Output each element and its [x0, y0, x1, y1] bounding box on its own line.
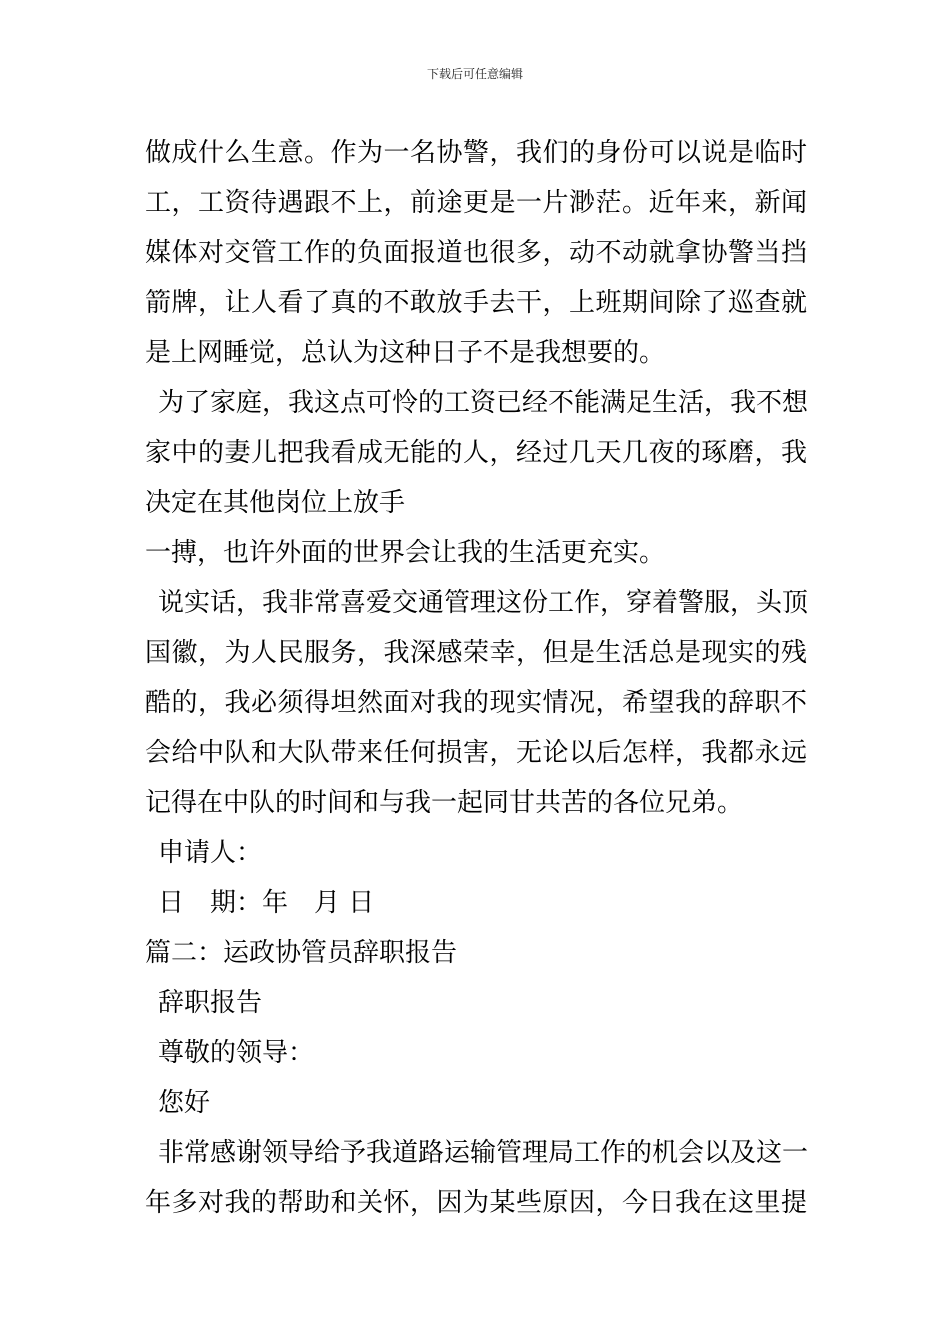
text-line: 酷的，我必须得坦然面对我的现实情况，希望我的辞职不: [145, 688, 807, 718]
greeting: 您好: [158, 1088, 211, 1118]
letter-title: 辞职报告: [158, 988, 263, 1018]
text-line: 一搏，也许外面的世界会让我的生活更充实。: [145, 538, 666, 568]
text-line: 非常感谢领导给予我道路运输管理局工作的机会以及这一: [158, 1138, 809, 1168]
text-line: 做成什么生意。作为一名协警，我们的身份可以说是临时: [145, 138, 807, 168]
text-line: 国徽，为人民服务，我深感荣幸，但是生活总是现实的残: [145, 638, 807, 668]
text-line: 媒体对交管工作的负面报道也很多，动不动就拿协警当挡: [145, 238, 807, 268]
text-line: 会给中队和大队带来任何损害，无论以后怎样，我都永远: [145, 738, 807, 768]
date-label: 日 期：年 月 日: [158, 888, 375, 918]
text-line: 决定在其他岗位上放手: [145, 488, 406, 518]
applicant-label: 申请人：: [158, 838, 263, 868]
section-title: 篇二：运政协管员辞职报告: [145, 938, 458, 968]
salutation: 尊敬的领导：: [158, 1038, 315, 1068]
text-line: 是上网睡觉，总认为这种日子不是我想要的。: [145, 338, 666, 368]
page-header: 下载后可任意编辑: [426, 67, 523, 81]
text-line: 年多对我的帮助和关怀，因为某些原因，今日我在这里提: [145, 1188, 807, 1218]
text-line: 箭牌，让人看了真的不敢放手去干，上班期间除了巡查就: [145, 288, 807, 318]
text-line: 记得在中队的时间和与我一起同甘共苦的各位兄弟。: [145, 788, 744, 818]
text-line: 工，工资待遇跟不上，前途更是一片渺茫。近年来，新闻: [145, 188, 807, 218]
text-line: 说实话，我非常喜爱交通管理这份工作，穿着警服，头顶: [158, 588, 809, 618]
text-line: 家中的妻儿把我看成无能的人，经过几天几夜的琢磨，我: [145, 438, 807, 468]
text-line: 为了家庭，我这点可怜的工资已经不能满足生活，我不想: [158, 388, 809, 418]
document-body: [145, 128, 807, 1228]
